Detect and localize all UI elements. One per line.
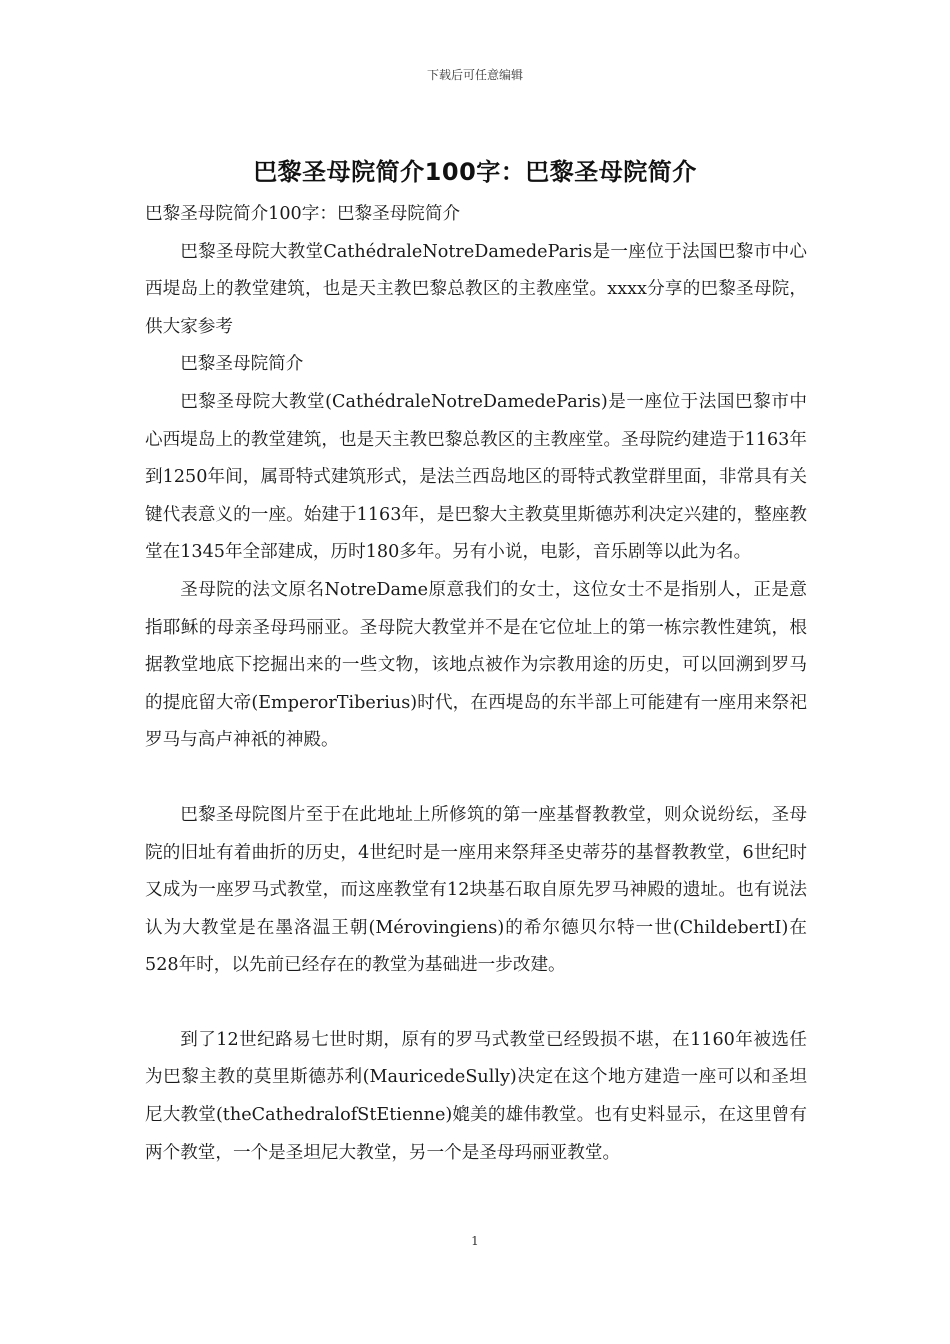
document-body bbox=[145, 196, 807, 1172]
paragraph-twelfth-century: 到了12世纪路易七世时期，原有的罗马式教堂已经毁损不堪，在1160年被选任为巴黎主教的莫里斯德苏利(MauricedeSully)决定在这个地方建造一座可以和圣坦尼大教堂(theCathedralofStEtienne)媲美的雄伟教堂。也有史料显示，在这里曾有两个教堂，一个是圣坦尼大教堂，另一个是圣母玛丽亚教堂。 bbox=[145, 1029, 807, 1163]
page-header: 下载后可任意编辑 bbox=[426, 68, 523, 82]
paragraph-subtitle: 巴黎圣母院简介100字：巴黎圣母院简介 bbox=[145, 204, 461, 224]
paragraph-first-church: 巴黎圣母院图片至于在此地址上所修筑的第一座基督教教堂，则众说纷纭，圣母院的旧址有着曲折的历史，4世纪时是一座用来祭拜圣史蒂芬的基督教教堂，6世纪时又成为一座罗马式教堂，而这座教堂有12块基石取自原先罗马神殿的遗址。也有说法认为大教堂是在墨洛温王朝(Mérovingiens)的希尔德贝尔特一世(ChildebertI)在528年时，以先前已经存在的教堂为基础进一步改建。 bbox=[145, 804, 807, 976]
paragraph-history: 巴黎圣母院大教堂(CathédraleNotreDamedeParis)是一座位于法国巴黎市中心西堤岛上的教堂建筑，也是天主教巴黎总教区的主教座堂。圣母院约建造于1163年到1250年间，属哥特式建筑形式，是法兰西岛地区的哥特式教堂群里面，非常具有关键代表意义的一座。始建于1163年，是巴黎大主教莫里斯德苏利决定兴建的，整座教堂在1345年全部建成，历时180多年。另有小说，电影，音乐剧等以此为名。 bbox=[145, 391, 807, 563]
page-number: 1 bbox=[471, 1234, 479, 1248]
paragraph-name-origin: 圣母院的法文原名NotreDame原意我们的女士，这位女士不是指别人，正是意指耶稣的母亲圣母玛丽亚。圣母院大教堂并不是在它位址上的第一栋宗教性建筑，根据教堂地底下挖掘出来的一些文物，该地点被作为宗教用途的历史，可以回溯到罗马的提庇留大帝(EmperorTiberius)时代，在西堤岛的东半部上可能建有一座用来祭祀罗马与高卢神祇的神殿。 bbox=[145, 579, 807, 751]
paragraph-intro: 巴黎圣母院大教堂CathédraleNotreDamedeParis是一座位于法国巴黎市中心西堤岛上的教堂建筑，也是天主教巴黎总教区的主教座堂。xxxx分享的巴黎圣母院，供大家参考 bbox=[145, 241, 807, 337]
document-title: 巴黎圣母院简介100字：巴黎圣母院简介 bbox=[253, 158, 697, 186]
paragraph-section-heading: 巴黎圣母院简介 bbox=[180, 354, 304, 375]
